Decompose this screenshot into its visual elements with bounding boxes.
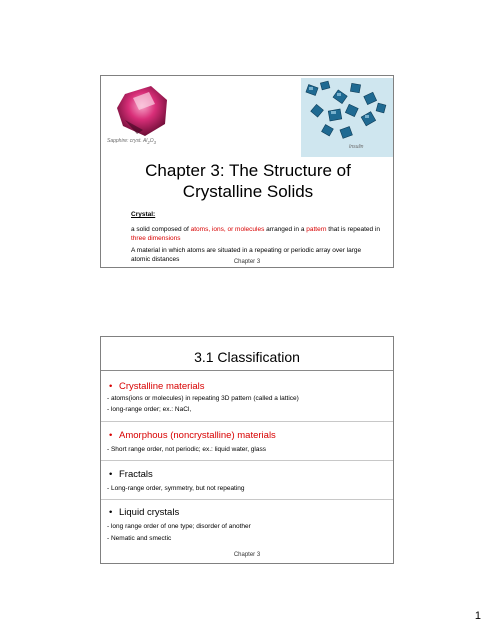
sapphire-caption: Sapphire: cryst. $Al_2O_3$	[107, 138, 156, 145]
bullet-amorphous	[109, 430, 276, 441]
slide-title: Chapter 3: The Structure of Crystalline Solids	[145, 161, 351, 201]
section-divider	[101, 460, 393, 461]
slide-2	[100, 336, 394, 564]
definition-highlight: pattern	[306, 226, 327, 233]
bullet-sub: - Nematic and smectic	[107, 535, 172, 542]
bullet-label: Amorphous (noncrystalline) materials	[119, 430, 276, 441]
section-divider	[101, 421, 393, 422]
definition-text: a solid composed of	[131, 226, 191, 233]
page-number: 1	[474, 610, 481, 622]
bullet-sub: - long-range order; ex.: NaCl,	[107, 406, 192, 413]
insulin-caption: Insulin	[349, 144, 364, 150]
definition-highlight: atoms, ions, or molecules	[190, 226, 265, 233]
bullet-crystalline	[109, 381, 205, 392]
bullet-sub: - long range order of one type; disorder of another	[107, 523, 251, 530]
bullet-sub: - atoms(ions or molecules) in repeating 3D pattern (called a lattice)	[107, 395, 299, 402]
section-divider	[101, 499, 393, 500]
sapphire-crystal-image	[103, 80, 183, 150]
title-divider	[101, 370, 393, 371]
bullet-label: Liquid crystals	[119, 507, 180, 518]
bullet-label: Fractals	[119, 469, 153, 480]
bullet-fractals	[109, 469, 153, 480]
slide-footer: Chapter 3	[233, 259, 261, 265]
slide-title: 3.1 Classification	[194, 349, 300, 365]
definition-text: that is repeated in	[326, 226, 380, 233]
definition-highlight: three dimensions	[131, 235, 181, 242]
insulin-crystals-image	[301, 78, 393, 157]
crystal-definition-1	[131, 225, 381, 243]
bullet-dot: •	[109, 381, 113, 392]
bullet-sub: - Long-range order, symmetry, but not repeating	[107, 485, 245, 492]
bullet-dot: •	[109, 430, 113, 441]
bullet-dot: •	[109, 469, 113, 480]
slide-footer: Chapter 3	[233, 552, 261, 558]
bullet-sub: - Short range order, not periodic; ex.: liquid water, glass	[107, 446, 266, 453]
definition-text: arranged in a	[264, 226, 307, 233]
crystal-heading: Crystal:	[131, 211, 156, 218]
bullet-dot: •	[109, 507, 113, 518]
bullet-liquid-crystals	[109, 507, 179, 518]
bullet-label: Crystalline materials	[119, 381, 205, 392]
slide-1	[100, 75, 394, 268]
crystal-definition-2: A material in which atoms are situated in a repeating or periodic array over large atomic distances	[131, 247, 362, 263]
